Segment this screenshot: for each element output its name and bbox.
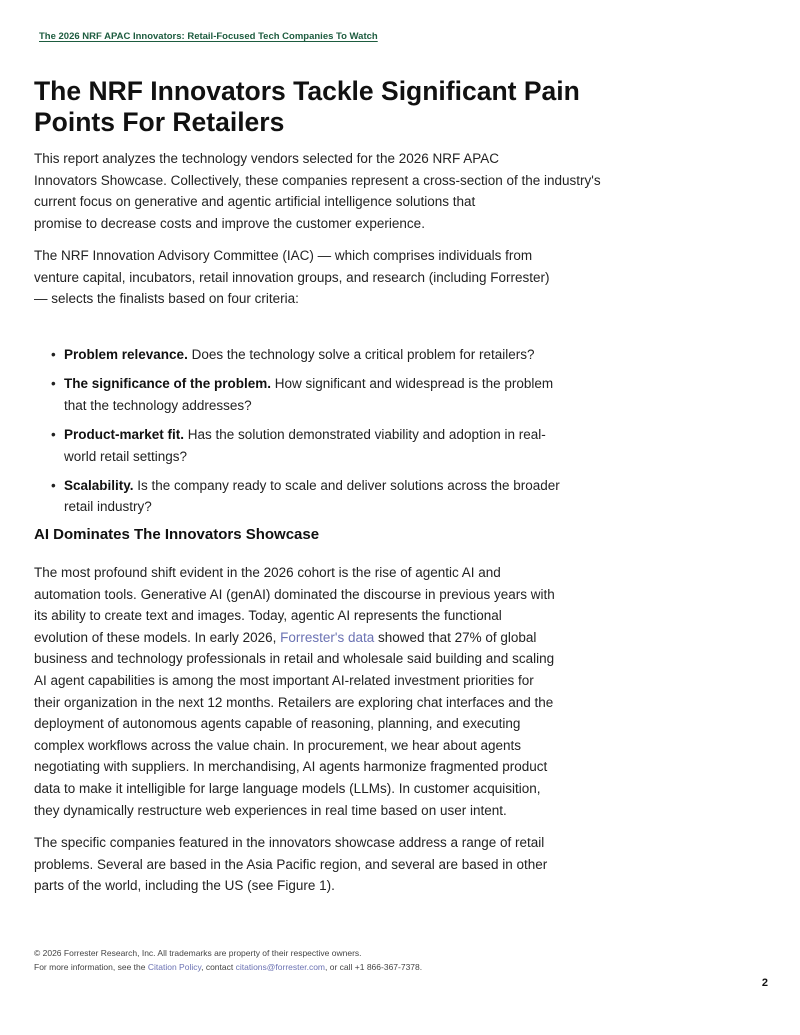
ai-paragraph <box>34 562 555 821</box>
page-footer <box>34 946 422 974</box>
text-span: , or call +1 866-367-7378. <box>325 962 423 972</box>
text-line: The most profound shift evident in the 2026 cohort is the rise of agentic AI and <box>34 565 501 580</box>
text-line: business and technology professionals in retail and wholesale said building and scaling <box>34 651 555 667</box>
text-line: data to make it intelligible for large language models (LLMs). In customer acquisition, <box>34 780 541 796</box>
text-line: automation tools. Generative AI (genAI) dominated the discourse in previous years with <box>34 586 555 602</box>
text-line: its ability to create text and images. Today, agentic AI represents the functional <box>34 608 502 624</box>
text-line: parts of the world, including the US (see Figure 1). <box>34 878 335 894</box>
text-line: deployment of autonomous agents capable of reasoning, planning, and executing <box>34 716 521 732</box>
page-title <box>34 76 654 138</box>
contact-line <box>34 960 422 974</box>
committee-paragraph <box>34 245 550 310</box>
list-item <box>34 424 560 467</box>
criterion-text: that the technology addresses? <box>64 397 252 413</box>
bullet-icon: • <box>51 477 56 493</box>
intro-paragraph <box>34 148 601 234</box>
text-span: evolution of these models. In early 2026, <box>34 629 281 645</box>
list-item <box>34 373 560 416</box>
criterion-text: Has the solution demonstrated viability and adoption in real- <box>184 426 546 442</box>
text-line <box>34 627 555 649</box>
text-line: promise to decrease costs and improve the customer experience. <box>34 215 425 231</box>
text-line: The specific companies featured in the innovators showcase address a range of retail <box>34 835 545 850</box>
text-line: Innovators Showcase. Collectively, these companies represent a cross-section of the industry's <box>34 172 601 188</box>
criteria-list <box>34 344 560 526</box>
list-item <box>34 475 560 518</box>
criterion-text: How significant and widespread is the problem <box>271 376 554 392</box>
text-line: complex workflows across the value chain. In procurement, we hear about agents <box>34 737 522 753</box>
criterion-text: Is the company ready to scale and deliver solutions across the broader <box>133 477 560 493</box>
criterion-name: Scalability. <box>64 477 134 493</box>
page-title-line: Points For Retailers <box>34 107 285 137</box>
text-line: they dynamically restructure web experiences in real time based on user intent. <box>34 802 507 818</box>
text-line: their organization in the next 12 months. Retailers are exploring chat interfaces and the <box>34 694 554 710</box>
criterion-name: Problem relevance. <box>64 347 188 362</box>
bullet-icon: • <box>51 426 56 442</box>
report-title-link[interactable]: The 2026 NRF APAC Innovators: Retail-Focused Tech Companies To Watch <box>39 31 378 42</box>
text-line: This report analyzes the technology vendors selected for the 2026 NRF APAC <box>34 151 499 166</box>
text-span: , contact <box>201 962 236 972</box>
criterion-name: Product-market fit. <box>64 426 185 442</box>
text-span: showed that 27% of global <box>374 629 537 645</box>
text-line: problems. Several are based in the Asia Pacific region, and several are based in other <box>34 856 548 872</box>
criterion-text: world retail settings? <box>64 448 188 464</box>
list-item <box>34 344 560 366</box>
text-line: venture capital, incubators, retail innovation groups, and research (including Forrester) <box>34 269 550 285</box>
bullet-icon: • <box>51 347 56 362</box>
citation-email-link[interactable]: citations@forrester.com <box>235 962 326 972</box>
citation-policy-link[interactable]: Citation Policy <box>147 962 202 972</box>
companies-paragraph <box>34 832 547 897</box>
copyright-text: © 2026 Forrester Research, Inc. All trademarks are property of their respective owners. <box>34 948 362 958</box>
text-line: AI agent capabilities is among the most important AI-related investment priorities for <box>34 672 534 688</box>
text-line: — selects the finalists based on four criteria: <box>34 291 299 307</box>
criterion-text: retail industry? <box>64 499 152 515</box>
text-span: For more information, see the <box>34 962 148 972</box>
page-title-line: The NRF Innovators Tackle Significant Pain <box>34 76 580 106</box>
text-line: negotiating with suppliers. In merchandising, AI agents harmonize fragmented product <box>34 759 548 775</box>
page-number: 2 <box>761 977 768 989</box>
forrester-data-link[interactable]: Forrester's data <box>280 629 375 645</box>
bullet-icon: • <box>51 376 56 392</box>
section-heading: AI Dominates The Innovators Showcase <box>34 526 320 543</box>
text-line: The NRF Innovation Advisory Committee (IAC) — which comprises individuals from <box>34 248 533 263</box>
text-line: current focus on generative and agentic artificial intelligence solutions that <box>34 194 476 210</box>
criterion-text: Does the technology solve a critical problem for retailers? <box>187 347 535 362</box>
criterion-name: The significance of the problem. <box>64 376 272 392</box>
